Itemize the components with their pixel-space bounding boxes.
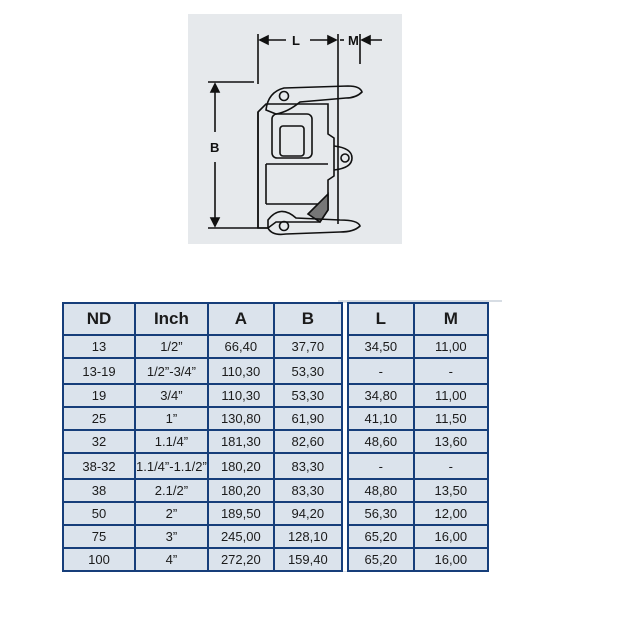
table-header-row [63,303,488,335]
cell-b: 83,30 [274,453,342,479]
cell-m: - [414,453,488,479]
cell-m: 13,50 [414,479,488,502]
cell-b: 94,20 [274,502,342,525]
table-row [63,502,488,525]
table-row [63,407,488,430]
cell-inch: 3” [135,525,208,548]
cell-a: 180,20 [208,453,274,479]
cell-l: 65,20 [348,525,414,548]
header-l: L [348,303,414,335]
header-inch: Inch [135,303,208,335]
table-row [63,525,488,548]
cell-m: 16,00 [414,525,488,548]
cell-m: 11,00 [414,384,488,407]
cell-inch: 1/2”-3/4” [135,358,208,384]
table-row [63,430,488,453]
cell-a: 245,00 [208,525,274,548]
cell-inch: 1” [135,407,208,430]
cell-inch: 1.1/4” [135,430,208,453]
cell-l: 48,60 [348,430,414,453]
cell-nd: 32 [63,430,135,453]
cell-m: 16,00 [414,548,488,571]
table-row [63,358,488,384]
cell-b: 37,70 [274,335,342,358]
cell-a: 110,30 [208,384,274,407]
cell-inch: 4” [135,548,208,571]
cell-nd: 38 [63,479,135,502]
cell-l: 48,80 [348,479,414,502]
header-a: A [208,303,274,335]
cell-m: - [414,358,488,384]
table-body [63,335,488,571]
cell-m: 12,00 [414,502,488,525]
cell-l: 56,30 [348,502,414,525]
table-row [63,453,488,479]
dimension-label-m: M [348,33,359,48]
cell-nd: 100 [63,548,135,571]
cell-l: - [348,358,414,384]
coupling-diagram-svg [188,14,402,244]
cell-a: 130,80 [208,407,274,430]
table-row [63,479,488,502]
dimension-label-b: B [210,140,220,155]
cell-nd: 13-19 [63,358,135,384]
cell-nd: 19 [63,384,135,407]
coupling-drawing [188,14,402,244]
cell-b: 61,90 [274,407,342,430]
table-row [63,384,488,407]
table-row [63,335,488,358]
cell-a: 189,50 [208,502,274,525]
cell-l: 41,10 [348,407,414,430]
cell-a: 272,20 [208,548,274,571]
cell-nd: 50 [63,502,135,525]
cell-m: 13,60 [414,430,488,453]
header-b: B [274,303,342,335]
header-nd: ND [63,303,135,335]
cell-inch: 2” [135,502,208,525]
cell-inch: 1.1/4”-1.1/2” [135,453,208,479]
dimension-label-l: L [292,33,300,48]
cell-nd: 38-32 [63,453,135,479]
cell-b: 159,40 [274,548,342,571]
cell-m: 11,00 [414,335,488,358]
cell-nd: 13 [63,335,135,358]
cell-inch: 2.1/2” [135,479,208,502]
cell-nd: 75 [63,525,135,548]
cell-b: 53,30 [274,358,342,384]
cell-b: 53,30 [274,384,342,407]
cell-inch: 3/4” [135,384,208,407]
dimension-spec-table [62,302,489,572]
cell-a: 181,30 [208,430,274,453]
cell-a: 180,20 [208,479,274,502]
table-row [63,548,488,571]
cell-l: - [348,453,414,479]
cell-inch: 1/2” [135,335,208,358]
header-m: M [414,303,488,335]
cell-a: 110,30 [208,358,274,384]
cell-l: 34,80 [348,384,414,407]
cell-l: 65,20 [348,548,414,571]
cell-b: 82,60 [274,430,342,453]
cell-a: 66,40 [208,335,274,358]
cell-b: 128,10 [274,525,342,548]
cell-b: 83,30 [274,479,342,502]
cell-nd: 25 [63,407,135,430]
cell-l: 34,50 [348,335,414,358]
cell-m: 11,50 [414,407,488,430]
